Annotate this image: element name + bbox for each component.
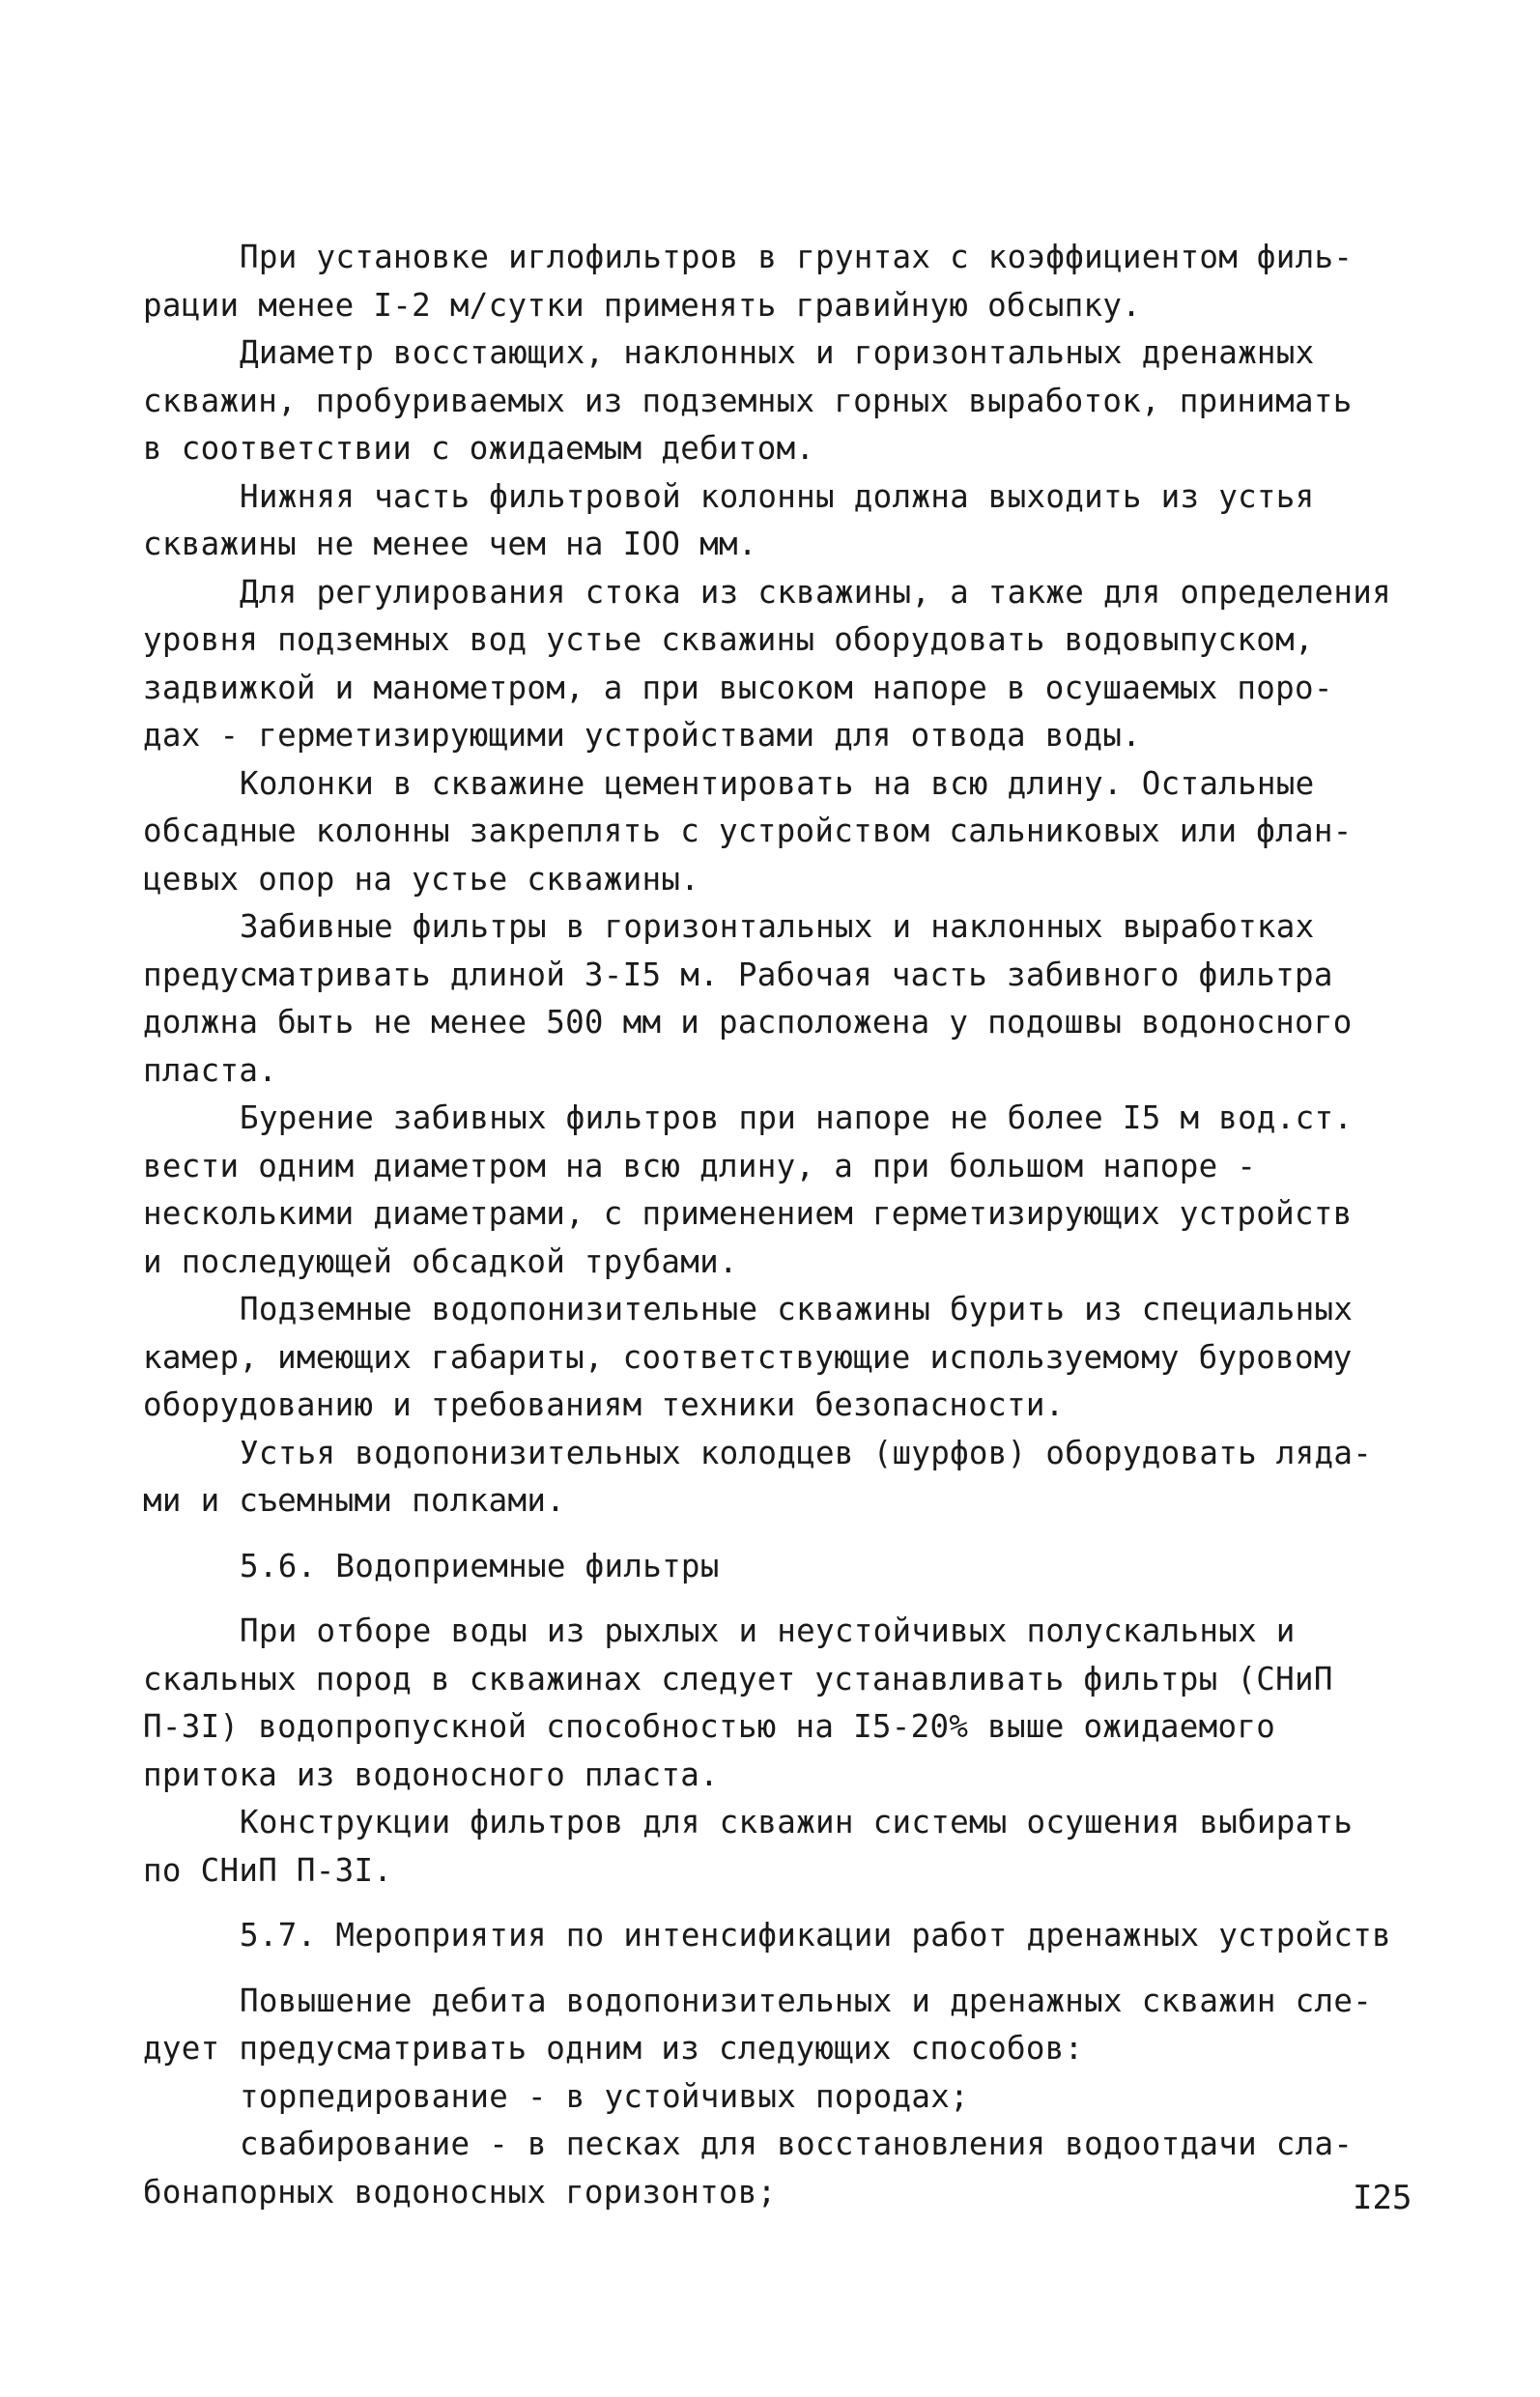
paragraph-line: обсадные колонны закреплять с устройством сальниковых или флан- bbox=[143, 813, 1353, 849]
paragraph-line: притока из водоносного пласта. bbox=[143, 1755, 719, 1793]
paragraph-line: При установке иглофильтров в грунтах с коэффициентом филь- bbox=[240, 239, 1354, 275]
paragraph-line: уровня подземных вод устье скважины оборудовать водовыпуском, bbox=[143, 621, 1314, 658]
paragraph-line: оборудованию и требованиям техники безопасности. bbox=[143, 1386, 1065, 1423]
paragraph-line: задвижкой и манометром, а при высоком напоре в осушаемых поро- bbox=[143, 669, 1333, 706]
paragraph-line: ми и съемными полками. bbox=[143, 1482, 566, 1519]
paragraph-line: по СНиП П-3I. bbox=[143, 1851, 393, 1889]
paragraph-line: скважины не менее чем на IOO мм. bbox=[143, 526, 757, 562]
paragraph-line: Бурение забивных фильтров при напоре не более I5 м вод.ст. bbox=[240, 1099, 1354, 1136]
paragraph-line: должна быть не менее 500 мм и расположена у подошвы водоносного bbox=[143, 1004, 1353, 1041]
paragraph-line: Забивные фильтры в горизонтальных и наклонных выработках bbox=[240, 908, 1315, 945]
page-number: I25 bbox=[1353, 2179, 1412, 2217]
section-heading-5-7: 5.7. Мероприятия по интенсификации работ дренажных устройств bbox=[240, 1917, 1391, 1954]
paragraph-line: бонапорных водоносных горизонтов; bbox=[143, 2173, 777, 2211]
paragraph-line: Колонки в скважине цементировать на всю длину. Остальные bbox=[240, 764, 1315, 802]
paragraph-line: Конструкции фильтров для скважин системы осушения выбирать bbox=[240, 1804, 1354, 1841]
spacer bbox=[143, 1590, 1438, 1608]
paragraph-line: Устья водопонизительных колодцев (шурфов) оборудовать ляда- bbox=[240, 1434, 1373, 1471]
paragraph-line: Повышение дебита водопонизительных и дренажных скважин сле- bbox=[240, 1982, 1373, 2019]
paragraph-line: камер, имеющих габариты, соответствующие используемому буровому bbox=[143, 1338, 1353, 1376]
spacer bbox=[143, 1526, 1438, 1543]
section-heading-5-6: 5.6. Водоприемные фильтры bbox=[240, 1547, 720, 1584]
paragraph-line: пласта. bbox=[143, 1051, 278, 1089]
spacer bbox=[143, 1895, 1438, 1912]
paragraph-line: Диаметр восстающих, наклонных и горизонтальных дренажных bbox=[240, 334, 1315, 371]
paragraph-line: Нижняя часть фильтровой колонны должна выходить из устья bbox=[240, 477, 1315, 515]
paragraph-line: рации менее I-2 м/сутки применять гравийную обсыпку. bbox=[143, 286, 1142, 324]
paragraph-line: вести одним диаметром на всю длину, а при большом напоре - bbox=[143, 1147, 1257, 1184]
paragraph-line: в соответствии с ожидаемым дебитом. bbox=[143, 430, 815, 467]
paragraph-line: цевых опор на устье скважины. bbox=[143, 860, 700, 898]
paragraph-line: скальных пород в скважинах следует устанавливать фильтры (СНиП bbox=[143, 1660, 1333, 1698]
paragraph-line: предусматривать длиной 3-I5 м. Рабочая часть забивного фильтра bbox=[143, 956, 1333, 993]
paragraph-line: дах - герметизирующими устройствами для отвода воды. bbox=[143, 717, 1142, 754]
spacer bbox=[143, 1960, 1438, 1978]
paragraph-line: Для регулирования стока из скважины, а также для определения bbox=[240, 573, 1391, 611]
paragraph-line: несколькими диаметрами, с применением герметизирующих устройств bbox=[143, 1195, 1353, 1232]
paragraph-line: скважин, пробуриваемых из подземных горных выработок, принимать bbox=[143, 382, 1353, 419]
paragraph-line: свабирование - в песках для восстановления водоотдачи сла- bbox=[240, 2126, 1354, 2162]
paragraph-line: При отборе воды из рыхлых и неустойчивых полускальных и bbox=[240, 1612, 1296, 1649]
paragraph-line: П-3I) водопропускной способностью на I5-20% выше ожидаемого bbox=[143, 1708, 1276, 1745]
paragraph-line: Подземные водопонизительные скважины бурить из специальных bbox=[240, 1291, 1354, 1327]
paragraph-line: и последующей обсадкой трубами. bbox=[143, 1242, 738, 1280]
body-text bbox=[143, 234, 1438, 2216]
paragraph-line: дует предусматривать одним из следующих способов: bbox=[143, 2030, 1084, 2067]
paragraph-line: торпедирование - в устойчивых породах; bbox=[240, 2077, 969, 2115]
